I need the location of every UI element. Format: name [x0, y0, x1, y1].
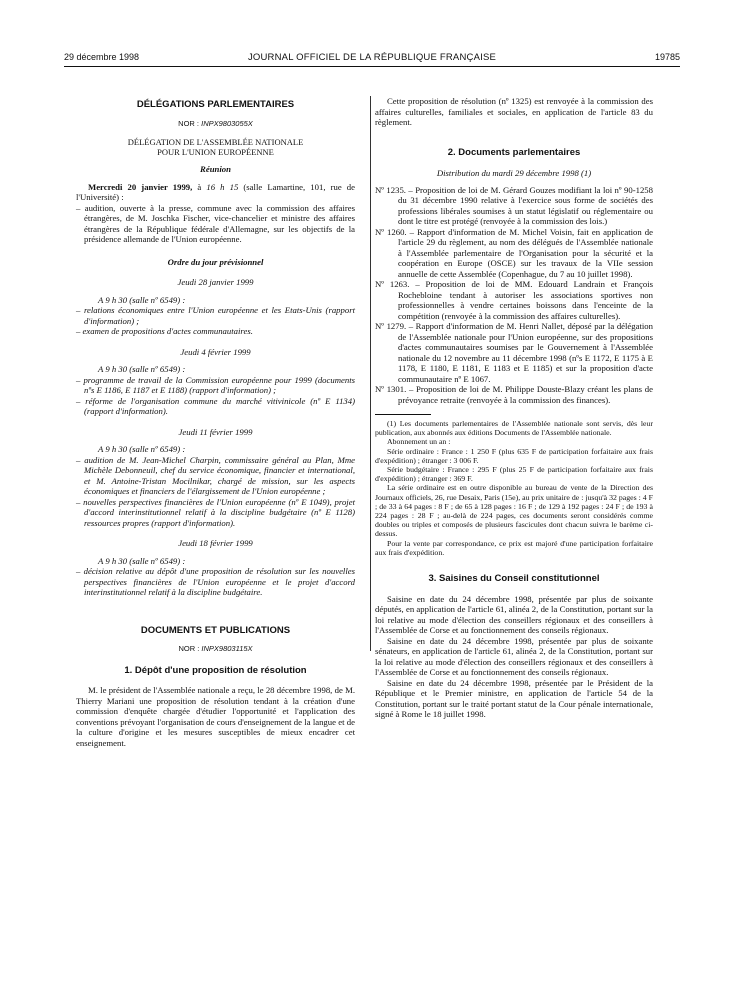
left-column — [76, 96, 355, 748]
delegation-name-line2: POUR L'UNION EUROPÉENNE — [157, 147, 274, 157]
resolution-text: M. le président de l'Assemblée nationale a reçu, le 28 décembre 1998, de M. Thierry Mariani une proposition de résolution tendant à la création d'une commission d'enquête chargée d'étudier l'opportunité et l'application des conventions prévoyant l'organisation de cours d'enseignement de la langue et de la culture d'origine et les mesures susceptibles de mieux encadrer cet enseignement. — [76, 685, 355, 748]
meeting-place: (salle Lamartine, 101, rue de l'Université) : — [76, 181, 355, 202]
meeting-item: – audition, ouverte à la presse, commune avec la commission des affaires étrangères, de M. Joschka Fischer, vice-chancelier et ministre des affaires étrangères de la République fédérale d'Allemagne, sur les objectifs de la présidence allemande de l'Union européenne. — [76, 202, 355, 244]
meeting-date-at: à — [192, 181, 207, 192]
document-entry: Nº 1301. – Proposition de loi de M. Philippe Douste-Blazy créant les plans de prévoyance retraite (renvoyée à la commission des finances). — [375, 384, 653, 405]
agenda-item: – réforme de l'organisation commune du marché vitivinicole (nº E 1134) (rapport d'information). — [76, 395, 355, 416]
footnote-rule — [375, 414, 431, 415]
agenda-time: A 9 h 30 (salle nº 6549) : — [98, 555, 186, 566]
agenda-heading: Ordre du jour prévisionnel — [167, 256, 264, 267]
agenda-item: – examen de propositions d'actes communautaires. — [76, 326, 253, 336]
subsection-title: 1. Dépôt d'une proposition de résolution — [124, 664, 307, 676]
header-date: 29 décembre 1998 — [64, 52, 140, 62]
resolution-continuation: Cette proposition de résolution (nº 1325) est renvoyée à la commission des affaires culturelles, familiales et sociales, en application de l'article 83 du règlement. — [375, 96, 653, 127]
nor-prefix: NOR : — [178, 118, 200, 128]
nor-reference — [76, 119, 355, 130]
footnote-sale: La série ordinaire est en outre disponible au bureau de vente de la Direction des Journaux officiels, 26, rue Desaix, Paris (15e), au prix unitaire de : jusqu'à 32 pages : 4 F ; de 33 à 64 pages : 8 F ; de 65 à 128 pages : 16 F ; de 129 à 192 pages : 24 F ; de 193 à 224 pages : 28 F ; au-delà de 224 pages, ces documents seront considérés comme doubles ou triples et composés de plusieurs fascicules dont chacun suivra le barème ci-dessus. — [375, 483, 653, 539]
nor-reference — [76, 644, 355, 655]
page-header — [64, 52, 680, 66]
agenda-day: Jeudi 4 février 1999 — [180, 346, 251, 357]
subsection-title: 3. Saisines du Conseil constitutionnel — [428, 573, 600, 585]
meeting-date — [76, 182, 355, 203]
section-title-delegations: DÉLÉGATIONS PARLEMENTAIRES — [136, 99, 295, 110]
reunion-heading: Réunion — [200, 164, 231, 174]
agenda-day: Jeudi 18 février 1999 — [178, 538, 253, 548]
nor-prefix: NOR : — [178, 644, 200, 653]
footnote-note: (1) Les documents parlementaires de l'Assemblée nationale sont servis, dès leur publication, aux abonnés aux éditions Documents de l'Assemblée nationale. — [375, 419, 653, 438]
document-entry: Nº 1235. – Proposition de loi de M. Gérard Gouzes modifiant la loi nº 90-1258 du 31 décembre 1990 relative à l'exercice sous forme de sociétés des professions libérales soumises à un statut législatif ou réglementaire ou dont le titre est protégé (renvoyée à la commission des lois.) — [375, 184, 653, 226]
nor-code: INPX9803055X — [201, 118, 253, 128]
column-separator — [370, 96, 371, 651]
document-list — [375, 185, 653, 406]
delegation-name-line1: DÉLÉGATION DE L'ASSEMBLÉE NATIONALE — [127, 137, 304, 147]
agenda-time: A 9 h 30 (salle nº 6549) : — [98, 444, 186, 454]
agenda-day: Jeudi 28 janvier 1999 — [177, 277, 254, 287]
agenda-item: – relations économiques entre l'Union européenne et les Etats-Unis (rapport d'information) ; — [76, 305, 355, 326]
nor-code: INPX9803115X — [201, 644, 253, 653]
saisine-entry: Saisine en date du 24 décembre 1998, présentée par le Président de la République et le Premier ministre, en application de l'article 54 de la Constitution, portant sur le traité portant statut de la Cour pénale internationale, signé à Rome le 18 juillet 1998. — [375, 677, 653, 720]
footnote-subscription: Abonnement un an : — [387, 437, 451, 447]
distribution-date: Distribution du mardi 29 décembre 1998 (1) — [436, 168, 592, 178]
agenda-item: – nouvelles perspectives financières de l'Union européenne (nº E 1049), projet d'accord interinstitutionnel relatif à la discipline budgétaire (nº E 1128) ressources propres (rapport d'information). — [76, 496, 355, 528]
subsection-title: 2. Documents parlementaires — [447, 146, 581, 158]
document-entry: Nº 1263. – Proposition de loi de MM. Edouard Landrain et François Rochebloine tendant à autoriser les associations sportives non professionnelles à vendre certaines boissons dans l'enceinte de la compétition (renvoyée à la commission des affaires culturelles). — [375, 279, 653, 321]
agenda-day: Jeudi 11 février 1999 — [178, 426, 253, 437]
header-rule — [64, 66, 680, 67]
meeting-time: 16 h 15 — [206, 181, 239, 192]
document-entry: Nº 1279. – Rapport d'information de M. Henri Nallet, déposé par la délégation de l'Assemblée nationale pour l'Union européenne, sur des propositions d'actes communautaires soumises par le Gouvernement à l'Assemblée nationale du 12 novembre au 11 décembre 1998 (nºs E 1172, E 1175 à E 1178, E 1180, E 1181, E 1183 et E 1185) et sur la proposition d'acte communautaire nº E 1067. — [375, 321, 653, 384]
footnote — [375, 419, 653, 557]
agenda-time: A 9 h 30 (salle nº 6549) : — [98, 294, 186, 305]
saisine-entry: Saisine en date du 24 décembre 1998, présentée par plus de soixante députés, en application de l'article 61, alinéa 2, de la Constitution, portant sur la loi relative au mode d'élection des conseillers régionaux et des conseillers à l'Assemblée de Corse et au fonctionnement des conseils régionaux. — [375, 593, 653, 636]
journal-title: JOURNAL OFFICIEL DE LA RÉPUBLIQUE FRANÇAISE — [247, 52, 497, 63]
document-entry: Nº 1260. – Rapport d'information de M. Michel Voisin, fait en application de l'article 29 du règlement, au nom des délégués de l'Assemblée nationale à l'Assemblée parlementaire de l'Organisation pour la sécurité et la coopération en Europe (OSCE) sur les travaux de la VIIe session annuelle de cette Assemblée (Copenhague, du 7 au 10 juillet 1998). — [375, 226, 653, 279]
footnote-serie-budgetaire: Série budgétaire : France : 295 F (plus 25 F de participation forfaitaire aux frais d'expédition) ; étranger : 369 F. — [375, 465, 653, 484]
page-number: 19785 — [654, 52, 680, 62]
right-column — [375, 96, 653, 720]
footnote-serie-ordinaire: Série ordinaire : France : 1 250 F (plus 635 F de participation forfaitaire aux frais d'expédition) ; étranger : 3 006 F. — [375, 446, 653, 465]
saisines-list — [375, 594, 653, 720]
agenda-item: – décision relative au dépôt d'une proposition de résolution sur les nouvelles perspectives financières de l'Union européenne et le projet d'accord interinstitutionnel relatif à la discipline budgétaire. — [76, 566, 355, 597]
agenda-item: – audition de M. Jean-Michel Charpin, commissaire général au Plan, Mme Michèle Debonneuil, chef du service économique, financier et international, et M. Antoine-Tristan Mocilnikar, chargé de mission, sur les aspects économiques et financiers de l'élargissement de l'Union européenne ; — [76, 454, 355, 496]
footnote-mail-order: Pour la vente par correspondance, ce prix est majoré d'une participation forfaitaire aux frais d'expédition. — [375, 538, 653, 557]
section-title-documents: DOCUMENTS ET PUBLICATIONS — [140, 624, 291, 636]
agenda-time: A 9 h 30 (salle nº 6549) : — [98, 364, 186, 374]
agenda-item: – programme de travail de la Commission européenne pour 1999 (documents nºs E 1186, E 1187 et E 1188) (rapport d'information) ; — [76, 374, 355, 395]
meeting-date-bold: Mercredi 20 janvier 1999, — [88, 181, 193, 192]
saisine-entry: Saisine en date du 24 décembre 1998, présentée par plus de soixante sénateurs, en application de l'article 61, alinéa 2, de la Constitution, portant sur la loi relative au mode d'élection des conseillers régionaux et des conseillers à l'Assemblée de Corse et au fonctionnement des conseils régionaux. — [375, 635, 653, 678]
